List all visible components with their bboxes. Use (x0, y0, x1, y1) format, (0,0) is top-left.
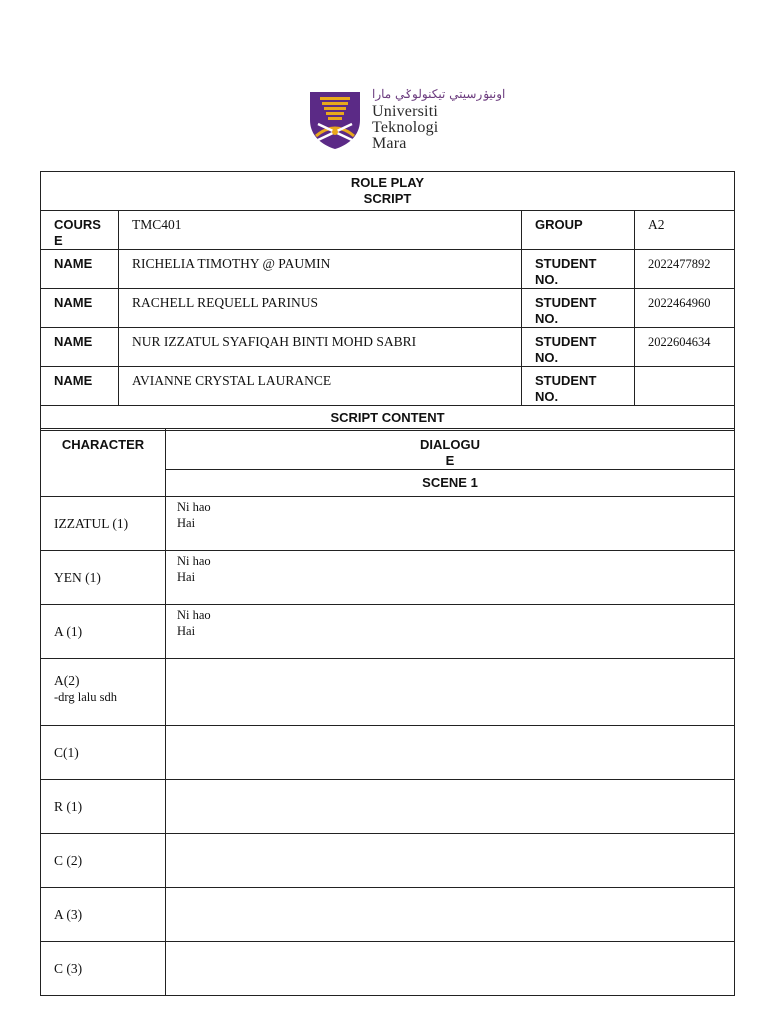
student-no-label-line-1: STUDENT (535, 334, 597, 349)
dialogue-line: Hai (177, 624, 196, 638)
name-label: NAME (41, 289, 119, 328)
member-name: RICHELIA TIMOTHY @ PAUMIN (119, 250, 522, 289)
student-no-label-line-1: STUDENT (535, 295, 597, 310)
character-cell (41, 551, 166, 605)
character-cell (41, 497, 166, 551)
student-no-value: 2022604634 (635, 328, 735, 367)
member-name: RACHELL REQUELL PARINUS (119, 289, 522, 328)
logo-word-teknologi: Teknologi (372, 119, 439, 136)
logo-jawi-text: اونيۏرسيتي تيكنولوݢي مارا (372, 87, 506, 101)
script-row (41, 497, 735, 551)
dialogue-cell (166, 888, 735, 942)
uitm-logo (308, 86, 506, 152)
student-no-value: 2022464960 (635, 289, 735, 328)
dialogue-header-line-1: DIALOGU (420, 437, 480, 452)
name-label: NAME (41, 328, 119, 367)
character-name: C (2) (54, 852, 83, 868)
student-no-label-line-1: STUDENT (535, 256, 597, 271)
uitm-crest-icon (308, 90, 362, 150)
character-note: -drg lalu sdh (54, 690, 117, 704)
course-label (41, 211, 119, 250)
script-row (41, 659, 735, 726)
student-no-label-line-1: STUDENT (535, 373, 597, 388)
document-title (41, 172, 735, 211)
student-no-label (522, 250, 635, 289)
member-row (41, 328, 735, 367)
character-cell (41, 780, 166, 834)
student-no-value (635, 367, 735, 406)
group-label: GROUP (522, 211, 635, 250)
dialogue-cell (166, 780, 735, 834)
dialogue-cell (166, 834, 735, 888)
student-no-label-line-2: NO. (535, 389, 559, 404)
character-name: A (1) (54, 623, 83, 639)
name-label: NAME (41, 250, 119, 289)
character-cell (41, 942, 166, 996)
script-row (41, 726, 735, 780)
logo-word-universiti: Universiti (372, 103, 438, 120)
student-no-label-line-2: NO. (535, 350, 559, 365)
dialogue-cell (166, 942, 735, 996)
scene-heading: SCENE 1 (166, 470, 735, 497)
member-name: AVIANNE CRYSTAL LAURANCE (119, 367, 522, 406)
script-row (41, 888, 735, 942)
script-row (41, 605, 735, 659)
title-line-2: SCRIPT (363, 191, 412, 206)
dialogue-line: Hai (177, 516, 196, 530)
character-cell (41, 834, 166, 888)
dialogue-line: Ni hao (177, 608, 211, 622)
character-name: C(1) (54, 744, 79, 760)
course-label-line-1: COURS (54, 217, 101, 232)
course-label-line-2: E (54, 233, 63, 248)
title-line-1: ROLE PLAY (350, 175, 425, 190)
student-no-label-line-2: NO. (535, 311, 559, 326)
dialogue-cell (166, 726, 735, 780)
dialogue-line: Hai (177, 570, 196, 584)
student-no-label (522, 289, 635, 328)
course-row (41, 211, 735, 250)
course-value: TMC401 (119, 211, 522, 250)
student-no-label (522, 328, 635, 367)
dialogue-cell (166, 551, 735, 605)
student-no-value: 2022477892 (635, 250, 735, 289)
character-column-header: CHARACTER (41, 429, 166, 497)
dialogue-cell (166, 497, 735, 551)
logo-word-mara: Mara (372, 135, 407, 152)
script-row (41, 834, 735, 888)
student-no-label (522, 367, 635, 406)
character-name: A(2) (54, 673, 80, 688)
dialogue-header-line-2: E (445, 453, 455, 468)
dialogue-cell (166, 605, 735, 659)
dialogue-line: Ni hao (177, 500, 211, 514)
member-row (41, 367, 735, 406)
character-name: A (3) (54, 906, 83, 922)
character-cell (41, 726, 166, 780)
character-name: IZZATUL (1) (54, 515, 129, 531)
character-cell (41, 888, 166, 942)
dialogue-cell (166, 659, 735, 726)
member-row (41, 289, 735, 328)
member-row (41, 250, 735, 289)
character-name: C (3) (54, 960, 83, 976)
character-name: R (1) (54, 798, 83, 814)
member-name: NUR IZZATUL SYAFIQAH BINTI MOHD SABRI (119, 328, 522, 367)
script-row (41, 780, 735, 834)
script-row (41, 551, 735, 605)
student-no-label-line-2: NO. (535, 272, 559, 287)
script-table (40, 428, 735, 996)
group-value: A2 (635, 211, 735, 250)
character-name: YEN (1) (54, 569, 101, 585)
character-cell (41, 659, 166, 726)
script-content-heading: SCRIPT CONTENT (41, 406, 735, 431)
dialogue-line: Ni hao (177, 554, 211, 568)
dialogue-column-header (166, 429, 735, 470)
info-table (40, 171, 735, 431)
character-cell (41, 605, 166, 659)
script-row (41, 942, 735, 996)
name-label: NAME (41, 367, 119, 406)
